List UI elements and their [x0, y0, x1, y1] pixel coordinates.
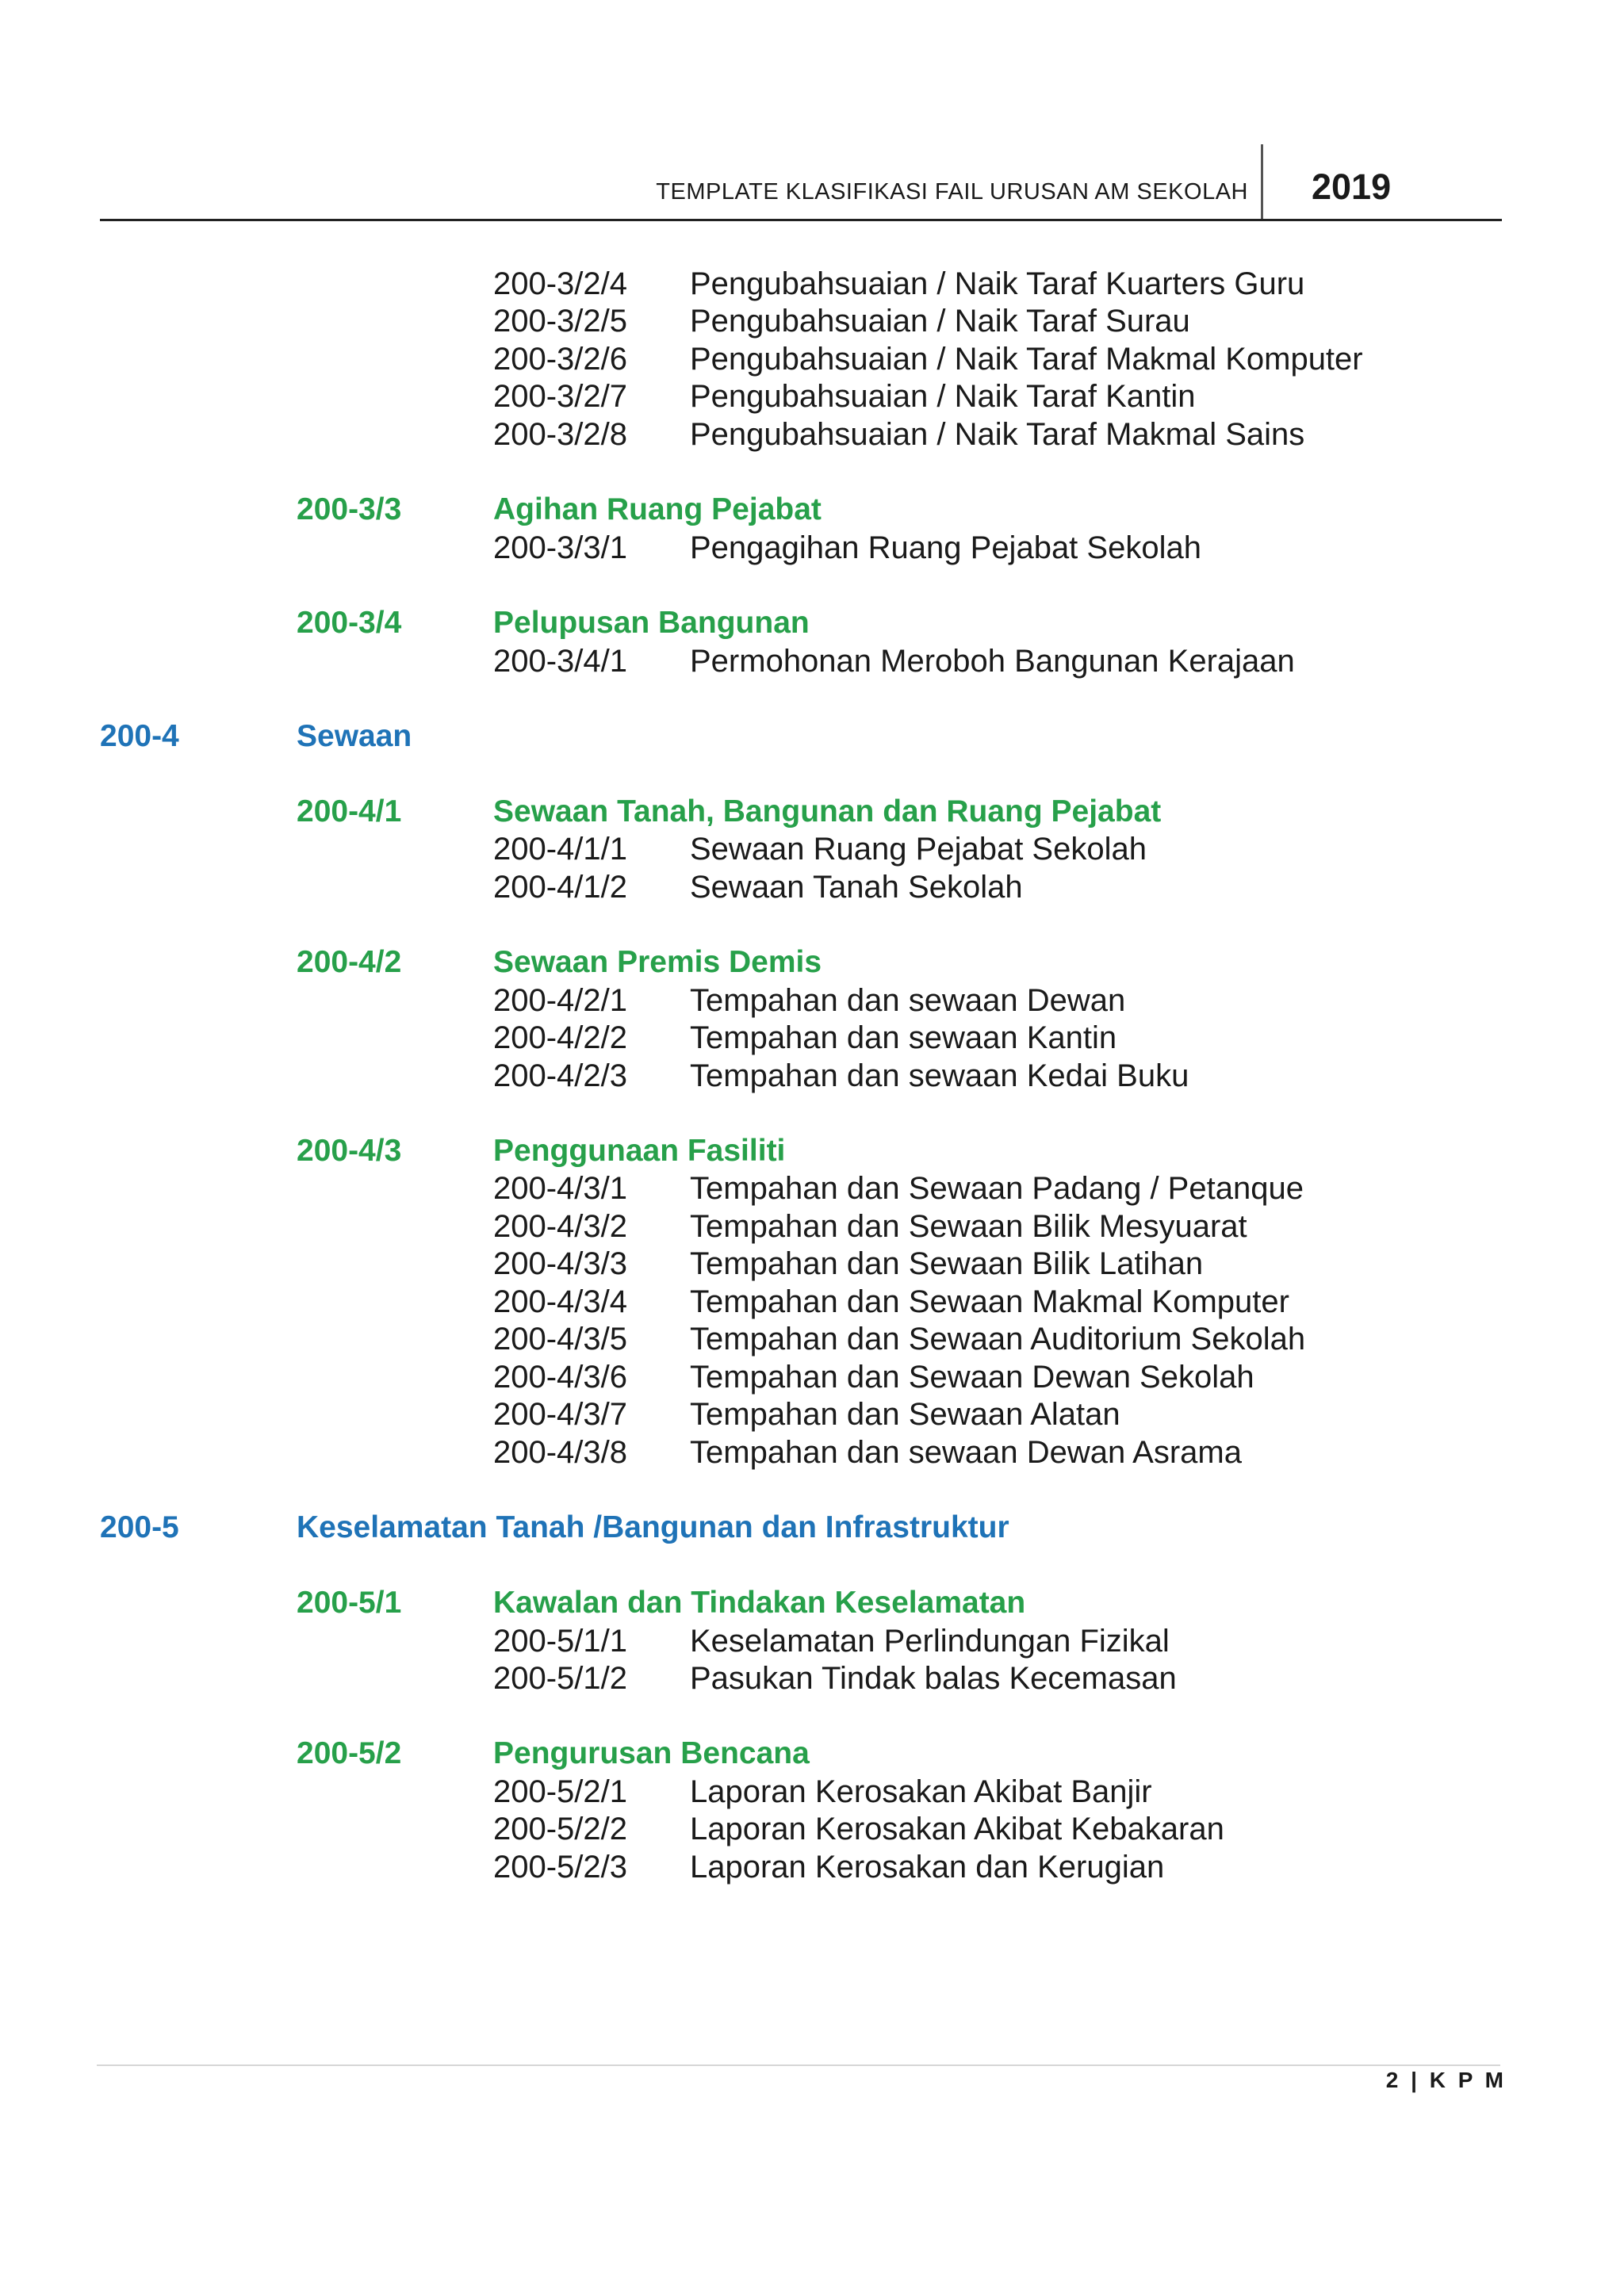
entry-code: 200-4/3/7	[493, 1397, 628, 1432]
entry-code: 200-5/1/2	[493, 1661, 628, 1696]
entry-title: Tempahan dan Sewaan Alatan	[690, 1397, 1120, 1432]
entry-title: Pengubahsuaian / Naik Taraf Kuarters Guru	[690, 266, 1305, 301]
subsection-code: 200-3/3	[297, 492, 402, 526]
entry-code: 200-4/3/8	[493, 1435, 628, 1470]
entry-code: 200-4/3/1	[493, 1171, 628, 1206]
entry-title: Pasukan Tindak balas Kecemasan	[690, 1661, 1177, 1696]
section-title: Sewaan	[297, 719, 412, 753]
entry-title: Tempahan dan sewaan Dewan	[690, 983, 1126, 1018]
entry-code: 200-4/2/3	[493, 1058, 628, 1093]
entry-code: 200-4/3/4	[493, 1284, 628, 1319]
header-year: 2019	[1312, 166, 1392, 207]
entry-title: Tempahan dan sewaan Kedai Buku	[690, 1058, 1189, 1093]
subsection-title: Kawalan dan Tindakan Keselamatan	[493, 1586, 1026, 1620]
entry-code: 200-4/1/2	[493, 870, 628, 905]
subsection-title: Pelupusan Bangunan	[493, 606, 810, 640]
entry-title: Tempahan dan Sewaan Auditorium Sekolah	[690, 1322, 1306, 1357]
header-rule	[100, 219, 1502, 221]
header-divider	[1261, 144, 1263, 219]
entry-title: Tempahan dan Sewaan Dewan Sekolah	[690, 1360, 1254, 1395]
entry-title: Sewaan Ruang Pejabat Sekolah	[690, 832, 1147, 867]
subsection-code: 200-4/3	[297, 1134, 402, 1168]
entry-code: 200-5/2/3	[493, 1850, 628, 1885]
entry-title: Tempahan dan sewaan Kantin	[690, 1020, 1117, 1055]
subsection-code: 200-3/4	[297, 606, 402, 640]
subsection-code: 200-4/1	[297, 794, 402, 828]
entry-code: 200-4/3/6	[493, 1360, 628, 1395]
subsection-title: Penggunaan Fasiliti	[493, 1134, 786, 1168]
entry-code: 200-4/2/1	[493, 983, 628, 1018]
entry-title: Pengubahsuaian / Naik Taraf Kantin	[690, 379, 1196, 414]
entry-title: Keselamatan Perlindungan Fizikal	[690, 1624, 1170, 1659]
entry-title: Laporan Kerosakan dan Kerugian	[690, 1850, 1165, 1885]
subsection-code: 200-5/2	[297, 1736, 402, 1770]
subsection-title: Sewaan Premis Demis	[493, 945, 822, 979]
entry-title: Tempahan dan Sewaan Makmal Komputer	[690, 1284, 1289, 1319]
entry-code: 200-4/2/2	[493, 1020, 628, 1055]
entry-title: Permohonan Meroboh Bangunan Kerajaan	[690, 644, 1295, 679]
subsection-title: Pengurusan Bencana	[493, 1736, 810, 1770]
entry-title: Pengubahsuaian / Naik Taraf Makmal Sains	[690, 417, 1305, 452]
entry-code: 200-5/2/2	[493, 1812, 628, 1846]
footer-rule	[97, 2064, 1500, 2066]
entry-code: 200-4/3/3	[493, 1246, 628, 1281]
entry-code: 200-3/3/1	[493, 530, 628, 565]
entry-title: Laporan Kerosakan Akibat Banjir	[690, 1774, 1152, 1809]
entry-title: Pengubahsuaian / Naik Taraf Surau	[690, 304, 1190, 339]
page-header	[100, 144, 1502, 220]
subsection-code: 200-5/1	[297, 1586, 402, 1620]
entry-title: Laporan Kerosakan Akibat Kebakaran	[690, 1812, 1224, 1846]
entry-code: 200-3/2/8	[493, 417, 628, 452]
entry-title: Sewaan Tanah Sekolah	[690, 870, 1023, 905]
entry-code: 200-4/3/2	[493, 1209, 628, 1244]
entry-title: Pengubahsuaian / Naik Taraf Makmal Komputer	[690, 342, 1363, 377]
section-code: 200-5	[100, 1510, 179, 1544]
entry-code: 200-3/2/6	[493, 342, 628, 377]
entry-title: Pengagihan Ruang Pejabat Sekolah	[690, 530, 1201, 565]
entry-code: 200-3/2/7	[493, 379, 628, 414]
footer-page-number: 2 | K P M	[1385, 2068, 1507, 2092]
entry-code: 200-3/4/1	[493, 644, 628, 679]
entry-title: Tempahan dan Sewaan Bilik Mesyuarat	[690, 1209, 1247, 1244]
subsection-code: 200-4/2	[297, 945, 402, 979]
header-title: TEMPLATE KLASIFIKASI FAIL URUSAN AM SEKOLAH	[656, 179, 1248, 205]
subsection-title: Sewaan Tanah, Bangunan dan Ruang Pejabat	[493, 794, 1162, 828]
section-title: Keselamatan Tanah /Bangunan dan Infrastruktur	[297, 1510, 1009, 1544]
subsection-title: Agihan Ruang Pejabat	[493, 492, 822, 526]
entry-code: 200-4/3/5	[493, 1322, 628, 1357]
entry-code: 200-3/2/5	[493, 304, 628, 339]
entry-code: 200-5/1/1	[493, 1624, 628, 1659]
entry-code: 200-4/1/1	[493, 832, 628, 867]
entry-title: Tempahan dan Sewaan Padang / Petanque	[690, 1171, 1304, 1206]
entry-code: 200-3/2/4	[493, 266, 628, 301]
entry-title: Tempahan dan sewaan Dewan Asrama	[690, 1435, 1242, 1470]
section-code: 200-4	[100, 719, 179, 753]
entry-code: 200-5/2/1	[493, 1774, 628, 1809]
entry-title: Tempahan dan Sewaan Bilik Latihan	[690, 1246, 1204, 1281]
